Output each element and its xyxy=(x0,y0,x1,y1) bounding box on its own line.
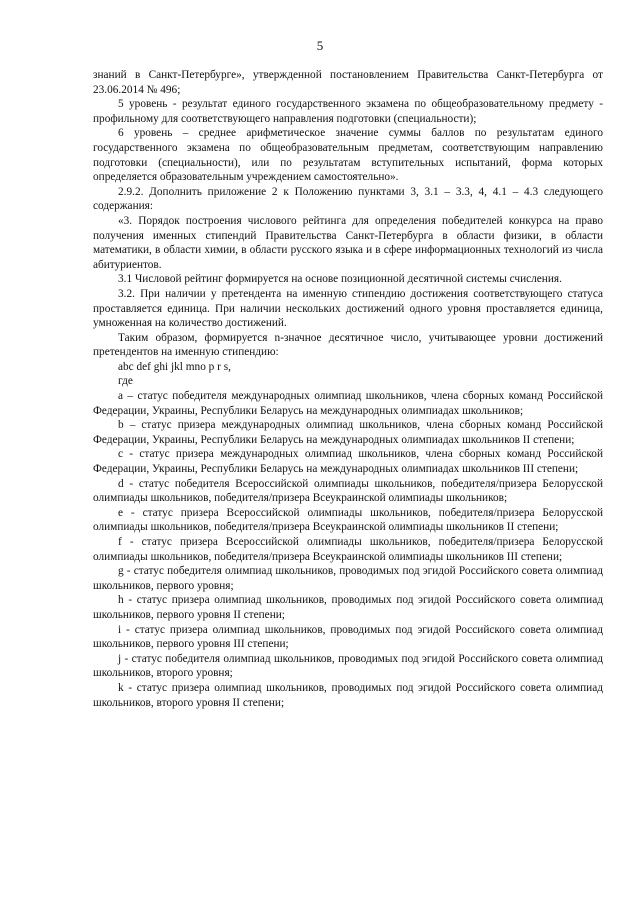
paragraph-6: 3.2. При наличии у претендента на именную стипендию достижения соответствующего статуса проставляется единица. При наличии нескольких достижений одного уровня проставляется единица, умноженная на количество достижений. xyxy=(93,287,603,330)
paragraph-item-i: i - статус призера олимпиад школьников, проводимых под эгидой Российского совета олимпиад школьников, первого уровня III степени; xyxy=(93,623,603,651)
paragraph-2: 6 уровень – среднее арифметическое значение суммы баллов по результатам единого государственного экзамена по общеобразовательным предметам, соответствующим направлению подготовки (специальности), или по результатам вступительных испытаний, форма которых определяется образовательным учреждением самостоятельно». xyxy=(93,127,603,184)
paragraph-formula: abc def ghi jkl mno p r s, xyxy=(118,360,231,373)
paragraph-3: 2.9.2. Дополнить приложение 2 к Положению пунктами 3, 3.1 – 3.3, 4, 4.1 – 4.3 следующего содержания: xyxy=(93,185,603,213)
paragraph-item-j: j - статус победителя олимпиад школьников, проводимых под эгидой Российского совета олимпиад школьников, второго уровня; xyxy=(93,652,603,680)
paragraph-1: 5 уровень - результат единого государственного экзамена по общеобразовательному предмету - профильному для соответствующего направления подготовки (специальности); xyxy=(93,98,603,125)
page-number: 5 xyxy=(316,38,324,53)
paragraph-item-e: e - статус призера Всероссийской олимпиады школьников, победителя/призера Белорусской олимпиады школьников, победителя/призера Всеукраинской олимпиады школьников II степени; xyxy=(93,506,603,534)
paragraph-0: знаний в Санкт-Петербурге», утвержденной постановлением Правительства Санкт-Петербурга от 23.06.2014 № 496; xyxy=(93,69,603,96)
paragraph-5: 3.1 Числовой рейтинг формируется на основе позиционной десятичной системы счисления. xyxy=(118,273,562,286)
paragraph-item-h: h - статус призера олимпиад школьников, проводимых под эгидой Российского совета олимпиад школьников, первого уровня II степени; xyxy=(93,594,603,621)
paragraph-item-b: b – статус призера международных олимпиад школьников, члена сборных команд Российской Федерации, Украины, Республики Беларусь на международных олимпиадах школьников II степени; xyxy=(93,419,603,446)
paragraph-7: Таким образом, формируется n-значное десятичное число, учитывающее уровни достижений претендентов на именную стипендию: xyxy=(93,331,603,359)
paragraph-item-d: d - статус победителя Всероссийской олимпиады школьников, победителя/призера Белорусской олимпиады школьников, победителя/призера Всеукраинской олимпиады школьников; xyxy=(93,477,603,505)
paragraph-item-f: f - статус призера Всероссийской олимпиады школьников, победителя/призера Белорусской олимпиады школьников, победителя/призера Всеукраинской олимпиады школьников III степени; xyxy=(93,536,603,563)
paragraph-item-a: a – статус победителя международных олимпиад школьников, члена сборных команд Российской Федерации, Украины, Республики Беларусь на международных олимпиадах школьников; xyxy=(93,390,603,417)
paragraph-4: «3. Порядок построения числового рейтинга для определения победителей конкурса на право получения именных стипендий Правительства Санкт-Петербурга в области физики, в области математики, в области химии, в области русского языка и в сфере информационных технологий из числа абитуриентов. xyxy=(93,214,603,271)
paragraph-item-k: k - статус призера олимпиад школьников, проводимых под эгидой Российского совета олимпиад школьников, второго уровня II степени; xyxy=(93,681,603,709)
document-body xyxy=(93,68,603,710)
paragraph-item-c: c - статус призера международных олимпиад школьников, члена сборных команд Российской Федерации, Украины, Республики Беларусь на международных олимпиадах школьников III степени; xyxy=(93,448,603,476)
paragraph-item-g: g - статус победителя олимпиад школьников, проводимых под эгидой Российского совета олимпиад школьников, первого уровня; xyxy=(93,565,603,592)
paragraph-where: где xyxy=(118,375,133,388)
